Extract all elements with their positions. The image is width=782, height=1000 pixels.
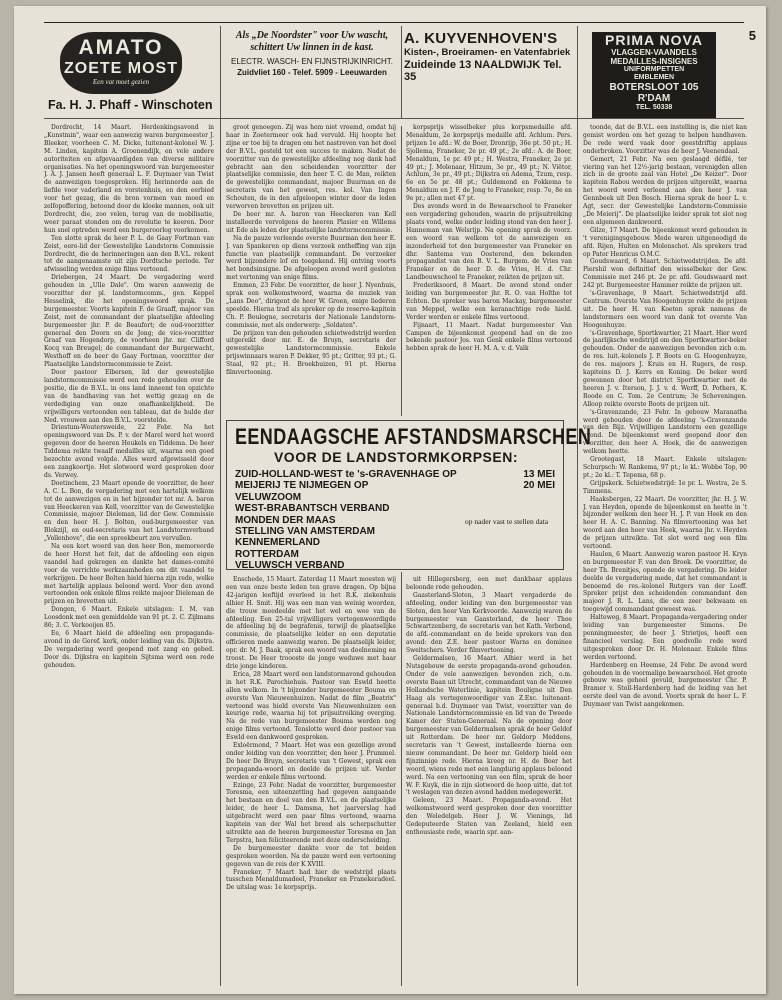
noordster-line4: Zuidvliet 160 - Telef. 5909 - Leeuwarden [237,68,387,77]
article: Driebergen, 24 Maart. De vergadering werd gehouden in „Ulle Dale". Om waren aanwezig de voorzitter der pl. landstormcomm., gen. Keppel Hesselink, die het openingswoord sprak. De burgemeester. Voorts kapitein F. de Graaff, majoor van Zeist, met de commandant der plaatselijke afdeeling burgemeester jhr. P. de Beaufort; de oud-voorzitter generaal den Doorn en de Jong; de vice-voorzitter Graaf van Hogendorp, de voorheen jhr. mr. Clifford Kocq van Breugel; de commandant der Burgerwacht, Westhoff en de heer de Gaay Fortman, voorzitter der Plaatselijke Landstormcommissie te Zeist. [44,274,214,369]
article: Driestum-Woutersweide, 22 Febr. Na het openingswoord van Ds. P. v. der Marel werd het woord gegeven door de heeren Heukels en Tiddema. De heer Tiddema reikte twaalf medailles uit, waarna een goed bezochte avond volgde. Alles werd afgewisseld door een zangkoortje. Het slotwoord werd gesproken door ds. Verwey. [44,424,214,479]
article: Fijnaart, 11 Maart. Nadat burgemeester Van Campen de bijeenkomst geopend had en de zoo bekende pastoor Jos. van Genk enkele films vertoond hebben sprak de heer H. M. A. v. d. Valk [406,321,572,353]
amato-product: ZOETE MOST [64,60,178,77]
article: Erica, 28 Maart werd een landstormavond gehouden in het R.K. Parochiehuis. Pastoor van Eswld heette allen welkom. In 't bijzonder burgemeester Bouma en overste Van Nieuwenhuizen. Nadat de film „Beatrix" vertoond was hield overste Van Nieuwenhuizen een keurige rede, waarna hij tot prijsuitreiking overging. Na de rede van burgemeester Bouma werden nog enige films vertoond. Tenslotte werd door pastoor van Eswld een dankwoord gesproken. [226,670,396,742]
prima-line1: VLAGGEN-VAANDELS [611,48,697,57]
article: Haulen, 6 Maart. Aanwezig waren pastoor H. Kryn en burgemeester F. van den Broek. De voorzitter, de heer Th. Brenitjes, opende de vergadering. De leider deelde de vergadering mede, dat het commandant is benoemd de res.-kolonel Rutgers van der Loeff. Spreker prijst den scheidenden commandant den majoor J. R. L. Lans, die een zeer bekwaam en toegewijd commandant geweest was. [583,550,747,614]
article: Grijpskerk. Schietwedstrijd: 1e pr. L. Westra, 2e S. Timmens. [583,479,747,495]
kuyvenhoven-ad [404,30,572,92]
corps-name: ZUID-HOLLAND-WEST te 's-GRAVENHAGE OP [235,469,457,480]
amato-slogan: Een vat moet gezien [92,78,150,86]
article: Gemert, 21 Febr. Na een geslaagd défilé, ter viering van het 12½-jarig bestaan, verenigden allen zich in de groote zaal van Hotel „De Keizer". Door kapitein Rabou werden de prijzen uitgereikt, waarna het woord werd verleend aan den heer J. van Gennbeek uit Den Bosch. Hierna sprak de heer L. v. Agt, secr. der Gewestelijke Landstorm-Commissie „De Meierij". De plaatselijke leider sprak tot slot nog een algemeen dankwoord. [583,155,747,226]
column-4 [583,124,747,986]
column-2-upper [226,124,396,416]
article: De prijzen van den gehouden schietwedstrijd werden uitgereikt door mr. E. de Bruyn, secretaris der gewestelijke Landstormcommissie. Enkele prijswinnaars waren P. Dekker, 95 pt.; Gritter, 93 pt.; G. Staal, 92 pt.; H. Broekhuizen, 91 pt. Hierna filmvertooning. [226,329,396,377]
column-rule-2b [401,572,402,986]
article: korpsprijs wisselbeker plus korpsmedaille afd. Menaldum, 2e korpsprijs medaille afd. Achlum. Pers. prijzen 1e afd.: W. de Boer, Dronrijp, 36e pt. 50 pt.; H. Sjollema, Franeker, 2e pr. 49 pt.; 2e afd.: A. de Boer, Menaldum, 1e pr. 49 pt.; H. Westra, Franeker, 2e pr. 49 pt.; J. Molenaar, Hitzum, 3e pr., 49 pt.; N. Viëtor, Achlum, 3e pr., 49 pt.; Dijkstra en Adema, Tzum, resp. 6e en 5e pr. 48 pt.; Guldemond en Fokkema te Menaldum en J. F. de Jong te Franeker, resp. 7e, 8e en 9e pr.; allen met 47 pt. [406,124,572,203]
banner-row [235,560,561,571]
noordster-ad [226,30,398,92]
ad-rule-2 [401,26,402,118]
article: 's-Gravenhage, Sportkwartier, 21 Maart. Hier werd de jaarlijksche wedstrijd om den Sportkwartier-beker gehouden. Onder de aanwezigen bevonden zich o.m. de res. luit.-kolonels J. P. Boots en G. Hoogenhuyze, de res. majoors J. Kruis en H. Rugers, de resp. kapiteins D. J. Kerrs en Koning. De beker werd gewonnen door het district Sportkwartier met de heeren J. v. Iterson, J. J. v. d. Werff, D. Pothers, K. Roode en C. Tom. 2e Centrum; 3e Scheveningen. Alloop reikte overste Boots de prijzen uit. [583,329,747,408]
page-number: 5 [748,28,756,43]
article: Exloërmond, 7 Maart. Het was een gezellige avond onder leiding van den voorzitter, den heer J. Prummel. De heer De Bruyn, secretaris van 't Gewest, sprak een propaganda-woord en deelde de prijzen uit. Verder werden er enkele films vertoond. [226,742,396,781]
column-3-lower [406,576,572,986]
article: Emmen, 23 Febr. De voorzitter, de heer J. Nyenhuis, sprak een welkomstwoord, waarna de muziek van „Lans Deo", dirigent de heer W. Groen, enige liederen speelde. Hierna trad als spreker op de reserve-kapitein Ch. P. Boulogne, secretaris der Nationale Landstorm-commissie, met als onderwerp: „Soldaten". [226,282,396,329]
column-1 [44,124,214,986]
article: Enschede, 15 Maart. Zaterdag 11 Maart moesten wij een van onze beste leden ten grave dragen. Op bijna 42-jarigen leeftijd overleed in het R.K. ziekenhuis alhier H. Smit. Hij was een man van weinig woorden, die trouw meedeelde met het wel en wee van de afdeeling. Een 25-tal vrijwilligers vertegenwoordigde de afdeeling bij de begrafenis, terwijl de plaatselijke commissie, de plaatselijke leider en een deputatie officieren mede aanwezig waren. De plaatselijk leider, opr. dr. M. J. Baak, sprak een woord van deelneming en troost. De Heer troooste de jonge weduwe met haar drie jonge kinderen. [226,576,396,670]
prima-line4: EMBLEMEN [633,74,675,81]
kuyvenhoven-address: Zuideinde 13 NAALDWIJK Tel. 35 [404,59,562,83]
corps-name: VELUWZOOM [235,491,302,503]
article: Goudswaard, 6 Maart. Schietwedstrijden. De afd. Piershil won definitief den wisselbeker der Gew. Commissie met 246 pt. 2e pr. afd. Goudswaard met 242 pt. Burgemeester Hammer reikte de prijzen uit. [583,258,747,290]
banner-row [235,503,561,514]
column-rule-3 [577,26,578,986]
column-2-lower [226,576,396,986]
article: De heer mr. A. baron van Heeckeren van Kell installeerde vervolgens de heeren Plasier en Willems uit Ede als leden der plaatselijke landstormcommissie. [226,210,396,234]
corps-name: WEST-BRABANTSCH VERBAND [235,503,390,515]
prima-line3: UNIFORMPETTEN [623,66,685,73]
column-rule-1 [220,26,221,986]
prima-line2: MEDAILLES-INSIGNES [610,57,698,66]
article: Halteweg, 8 Maart. Propaganda-vergadering onder leiding van burgemeester Simons. De penningmeester, de heer J. Strietjes, heeft een financieel verslag. Een goedvolle rede werd uitgesproken door Dr. H. Molenaar. Enkele films werden vertoond. [583,614,747,661]
article: Geldermalsen, 16 Maart. Alhier werd in het Nutsgebouw de eerste propaganda-avond gehouden. Onder de vele aanwezigen bevonden zich, o.m. overste Baan uit Utrecht, commandant van de Nieuwe Hollandsche Waterlinie, kapitein Bouligne uit Den Haag als vertegenwoordiger van Z.Exc. luitenant-generaal b.d. Duymaer van Twist, voorzitter van de Nationale Landstormcommissie en lid van de Tweede Kamer der Staten-Generaal. Na de opening door burgemeester van Geldermalsen sprak de heer Geldof uit Rotterdam. De heer mr. Geldorp Meddens, secretaris van 't Gewest, installeerde hierna een nieuw commandant. De heer mr. Geldorp hield een fijnzinnige rede. Hierna kreeg nr. H. de Boer het woord, wiens rede met een langdurig applaus beloond werd. Na een vertooning van een film, sprak de heer W. F. Kuyk, die in zijn slotwoord de hoop uitte, dat tot 't weslagen van dezen avond hadden medegewerkt. [406,655,572,797]
article: Hardenberg en Heemse, 24 Febr. De avond werd gehouden in de voormalige bewaarschool. Het groote gebouw was geheel gevuld, burgemeester Chr. P. Bramer v. Stoll-Hardenberg had de leiding van het eerste deel van de avond. Voorts sprak de heer L. F. Duymaer van Twist aangekomen. [583,661,747,709]
banner-row [235,480,561,491]
article: Doetinchem, 23 Maart opende de voorzitter, de heer A. C. L. Bon, de vergadering met een hartelijk welkom tot de aanwezigen en in het bijzonder tot mr. A. baron van Heeckeren van Kell, voorzitter van de Gewestelijke Commissie, majoor Dieleman, lid der Gew. Commissie en den heer H. J. Bolten, oud-burgemeester van Blokzijl, en oud-secretaris van het Landstormverband „Vollenhove", die een spreekbeurt zou vervullen. [44,479,214,543]
article: 's-Gravenhage, 9 Maart. Schietwedstrijd afd. Centrum. Overste Van Hoogenhuyze reikte de prijzen uit. De heer H. van Koeten sprak namens de landstormers een woord van dank tot overste Van Hoogenhuyze. [583,290,747,329]
article: Dordrecht, 14 Maart. Herdenkingsavond in „Kunstmin", waar een aanwezig waren burgemeester J. Bleeker, voorheen C. M. Dicke, luitenant-kolonel W. J. M. Linden, kapitein A. Groenendijk, en vele andere autoriteiten en afgevaardigden van diverse militaire organisaties. Na het openingswoord van burgemeester J. A. J. Jansen heeft generaal L. F. Duymaer van Twist de aanwezigen toegesproken. Hij herinnerde aan de liefde voor vaderland en vorstenhuis, en den eerbied voor het gezag, die de bron vormen van moed en zelfopoffering, betoond door de kloeke mannen, ook uit Dordrecht, die, zoo velen, terug van de mobilisatie, weer paraat stonden om de revolutie te keeren. Door hun snel optreden werd een burgeroorlog voorkomen. [44,124,214,234]
article: 's-Gravenzande, 23 Febr. In gebouw Maranatha werd gehouden door de afdeeling 's-Gravenzande van den Bijz. Vrijwilligen Landstorm een gezellige avond. De bijeenkomst werd geopend door den voorzitter, den heer A. Hoek, die de aanwezigen welkom heette. [583,408,747,456]
article: De burgemeester dankte voor de tot beiden gesproken woorden. Na de pauze werd een vertooning gegeven van de reis der K XVIII. [226,844,396,868]
article: Haaksbergen, 22 Maart. De voorzitter, jhr. H. J. W. J. van Heyden, opende de bijeenkomst en heette in 't bijzonder welkom den heer H. J. P. van Heek en den heer H. A. C. Banning. Na filmvertooning was het woord aan den heer van Heek, waarna jhr. v. Heyden de prijzen uitreikte. Tot slot werd nog een film vertoond. [583,495,747,551]
banner-row [235,549,561,560]
corps-name: STELLING VAN AMSTERDAM [235,525,375,537]
corps-date: 13 MEI [523,469,555,480]
corps-name: MEIJERIJ TE NIJMEGEN OP [235,480,369,492]
banner-title: EENDAAGSCHE AFSTANDSMARSCHEN [235,424,592,449]
article: Franeker, 7 Maart had hier de wedstrijd plaats tusschen Menaldumadeel, Franeker en Franekeradeel. De uitslag was: 1e korpsprijs. [226,868,396,892]
article: Grootegast, 18 Maart. Enkele uitslagen: Schurpsch: W. Rankema, 97 pt.; le kl.: Wobbe Top, 90 pt.; 2e kl.: T. Tepema, 68 p. [583,456,747,479]
article: Des avonds werd in de Bewaarschool te Franeker een vergadering gehouden, waarin de prijsuitreiking plaats vond, welke onder leiding stond van den heer J. Hanneman van Welsrijp. Na opening sprak de voorz. een woord van welkom tot de aanwezigen en inzonderheid tot den burgemeester van Franeker en dhr. Santema van Oosterend, den bekenden propagandist van den B. V. L. Burgem. de Vries van Franeker en de heer D. de Vries, H. d. Chr. Landbouwschool te Franeker, reikten de prijzen uit. [406,203,572,282]
amato-brand: AMATO [78,36,164,59]
newspaper-page [14,6,766,994]
corps-name: MONDEN DER MAAS [235,514,336,526]
article: Ten slotte sprak de heer P. L. de Gaay Fortman van Zeist, eere-lid der Gewestelijke Landstorm Commissie Dordrecht, die de herinneringen aan den B.V.L. rekent tot de aangenaamste uit zijn Dordtsche periode. Ter afwisseling werden enige films vertoond. [44,234,214,274]
prima-brand: PRIMA NOVA [605,32,703,48]
corps-name: KENNEMERLAND [235,537,320,549]
banner-note: op nader vast te stellen data [465,517,549,526]
banner-row [235,492,561,503]
ad-separator-rule [44,118,744,119]
article: Ezinge, 23 Febr. Nadat de voorzitter, burgemeester Toresma, een uiteenzetting had gegeven aangaande het bestaan en doel van den B.V.L. en de plaatselijke leider, de heer L. Damsma, het jaarverslag had uitgebracht werd een paar films vertoond, waarna kapitein van der Wal het breed als scherpschutter uitreikte aan de heeren burgemeester Toresma en Jan Terpstra, hen feliciteerende met deze onderscheiding. [226,781,396,844]
article: Gilze, 17 Maart. De bijeenkomst werd gehouden in 't verenigingsgebouw. Mede waren uitgenoodigd de afd. Rijen, Hulten en Molenschot. Als sprekers trad op Pater Henricus O.M.C. [583,226,747,258]
corps-name: VELUWSCH VERBAND [235,560,345,572]
noordster-line2: schittert Uw linnen in de kast. [250,42,374,53]
article: uit Hillegersberg, een met dankbaar applaus beloonde rede gehouden. [406,576,572,591]
corps-date: 20 MEI [523,480,555,492]
article: Frederiksoord, 8 Maart. De avond stond onder leiding van burgemeester jhr. R. O. van Holthe tot Echten. De spreker was baron Mackay, burgemeester van Meppel, welke een keranachtige rede hield. Verder werden er enkele films vertoond. [406,282,572,321]
afstandsmarschen-banner [226,420,592,572]
amato-dealer: Fa. H. J. Phaff - Winschoten [48,98,213,112]
article: Geleen, 23 Maart. Propaganda-avond. Het welkomstwoord werd gesproken door den voorzitter den Weledelgeb. Heer J. W. Vienings, lid Gedeputeerde Staten van Zeeland, hield een enthousiaste rede, waarin spr. aan- [406,797,572,836]
column-3-upper [406,124,572,416]
article: Dongen, 6 Maart. Enkele uitslagen: I. M. van Loosdonk met een gemiddelde van 91 pt. 2. C. Zijlmans 86; 3. C. Verkooijen 85. [44,606,214,630]
prima-nova-ad [592,32,716,118]
article: Na de pauze verleende overste Buurman den heer E. J. van Spankeren op diens verzoek ontheffing van zijn functie van plaatselijk commandant. De verzoeker werd bijzondere lof en toegekend. Hij ontving voorts het bondsinsigne. De afgeloopen avond werd gesloten met vertoning van enige films. [226,234,396,282]
prima-line6: TEL. 50338 [635,104,673,111]
article: groot genoegen. Zij was hem niet vreemd, omdat hij haar in Zoetermeer ook had vervuld. Hij hoopte het zijne er toe bij te dragen om het nastreven van het doel der B.V.L. gesteld tot een succes te maken. Nadat de voorzitter van de gewestelijke afdeeling nog dank had gebracht aan den scheidenden voorzitter der plaatselijke commissie, den heer T. C. de Man, reikten de gewestelijke commandant, majoor Buurman en de secretaris van het gewest, res. kol. Van Ingen Schouten, de in den afgeloopen winter door de leden verworven brevetten en prijzen uit. [226,124,396,211]
prima-line5: BOTERSLOOT 105 R'DAM [609,82,699,104]
noordster-line3: ELECTR. WASCH- EN FIJNSTRIJKINRICHT. [231,57,393,66]
article: toonde, dat de B.V.L. een instelling is, die niet kan gemist worden om het gezag te helpen handhaven. De rede werd vaak door geestdriftig applaus onderbroken. Voorzitter was de heer J. Veenendaal. [583,124,747,155]
article: Door pastoor Elbersen, lid der gewestelijke landstormcommissie werd een rede gehouden over de positie, die de B.V.L. in ons land inneemt ten opzichte van de handhaving van het wettig gezag en de verdediging van onze onafhankelijkheid. De vrijwilligers vertoonden een tableau, dat de hulde der Ned. vrouwen aan den B.V.L. voorstelde. [44,369,214,424]
banner-row [235,537,561,548]
article: Ee, 6 Maart hield de afdeeling een propaganda-avond in de Geref. kerk, onder leiding van ds. Dijkstra. De vergadering werd geopend met zang en gebed. Door ds. Dijkstra en kapitein Sijtsma werd een rede gehouden. [44,630,214,669]
banner-row [235,469,561,480]
noordster-line1: Als „De Noordster" voor Uw wascht, [235,30,389,41]
corps-name: ROTTERDAM [235,548,299,560]
column-rule-2a [401,126,402,416]
amato-ad [44,26,216,112]
article: Na een kort woord van den heer Bon, memoreerde de heer Horst het feit, dat de afdeeling een eigen vaandel had gekregen en dankte het dames-comité voor de verrichte werkzaamheden om dit vaandel te verkrijgen. De heer Bolten hield hierna zijn rede, welke met hartelijk applaus beloond werd. Voor den avond vertoonden ook enkele films reikte majoor Dieleman de prijzen en brevetten uit. [44,543,214,606]
amato-logo [60,32,182,94]
article: Gaasterland-Sloten, 3 Maart vergaderde de afdeeling, onder leiding van den burgemeester van Sloten, den heer Van Kerkvoorde. Aanwezig waren de burgemeester van Gaasterland, de heer Thoe Schwartzenberg, de secretaris van het Kath. Verbond, de afd.-commandant en de beide sprekers van den avond: den Z.E. heer pastoor Warns en dominee Sweitschers. Verder filmvertooning. [406,591,572,655]
banner-subtitle: VOOR DE LANDSTORMKORPSEN: [273,449,519,465]
banner-row [235,526,561,537]
kuyvenhoven-products: Kisten-, Broeiramen- en Vatenfabriek [404,47,571,58]
top-rule [44,22,744,23]
kuyvenhoven-name: A. KUYVENHOVEN'S [404,30,558,47]
